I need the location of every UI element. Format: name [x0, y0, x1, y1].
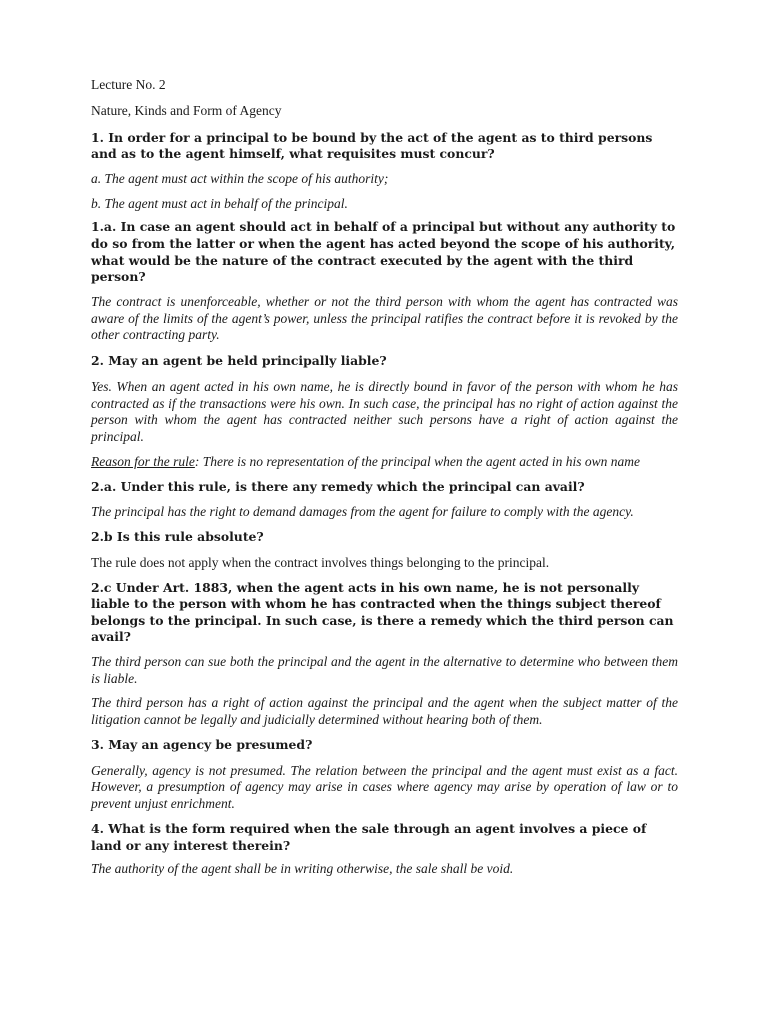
question-1a: 1.a. In case an agent should act in behalf of a principal but without any authority to do so from the latter or when the agent has acted beyond the scope of his authority, what would be the nature of the contract executed by the agent with the third person? [91, 219, 676, 285]
answer-2: Yes. When an agent acted in his own name, he is directly bound in favor of the person with whom he has contracted as if the transactions were his own. In such case, the principal has no right of action against the person with whom the agent has contracted neither such persons have a right of action against the principal. [91, 378, 678, 445]
answer-2b: The rule does not apply when the contract involves things belonging to the principal. [91, 554, 550, 570]
question-2a: 2.a. Under this rule, is there any remedy which the principal can avail? [91, 478, 585, 494]
answer-4: The authority of the agent shall be in writing otherwise, the sale shall be void. [91, 861, 514, 877]
reason-for-rule [91, 454, 678, 471]
answer-1a-text: The contract is unenforceable, whether or not the third person with whom the agent has contracted was aware of the limits of the agent’s power, unless the principal ratifies the contract before it is revoked by the other contracting party. [91, 293, 678, 343]
reason-text: : There is no representation of the principal when the agent acted in his own name [194, 453, 640, 469]
question-1: 1. In order for a principal to be bound by the act of the agent as to third persons and as to the agent himself, what requisites must concur? [91, 129, 653, 162]
question-2c: 2.c Under Art. 1883, when the agent acts in his own name, he is not personally liable to the person with whom he has contracted when the things subject thereof belongs to the principal. In such case, is there a remedy which the third person can avail? [91, 579, 674, 645]
question-2: 2. May an agent be held principally liable? [91, 353, 387, 369]
answer-1a: a. The agent must act within the scope of his authority; [91, 170, 389, 186]
reason-label: Reason for the rule [91, 453, 195, 469]
document-body [91, 77, 678, 878]
answer-2a: The principal has the right to demand damages from the agent for failure to comply with the agency. [91, 504, 634, 520]
lecture-number: Lecture No. 2 [91, 77, 166, 92]
question-4: 4. What is the form required when the sale through an agent involves a piece of land or any interest therein? [91, 821, 647, 853]
answer-2c-2: The third person has a right of action against the principal and the agent when the subject matter of the litigation cannot be legally and judicially determined without hearing both of them. [91, 695, 678, 728]
question-2b: 2.b Is this rule absolute? [91, 529, 264, 545]
question-3: 3. May an agency be presumed? [91, 737, 313, 753]
answer-3: Generally, agency is not presumed. The relation between the principal and the agent must exist as a fact. However, a presumption of agency may arise in cases where agency may arise by operation of law or to prevent unjust enrichment. [91, 762, 678, 812]
answer-2c-1: The third person can sue both the principal and the agent in the alternative to determine who between them is liable. [91, 653, 678, 686]
lecture-subtitle: Nature, Kinds and Form of Agency [91, 102, 282, 118]
answer-1b: b. The agent must act in behalf of the principal. [91, 195, 348, 211]
